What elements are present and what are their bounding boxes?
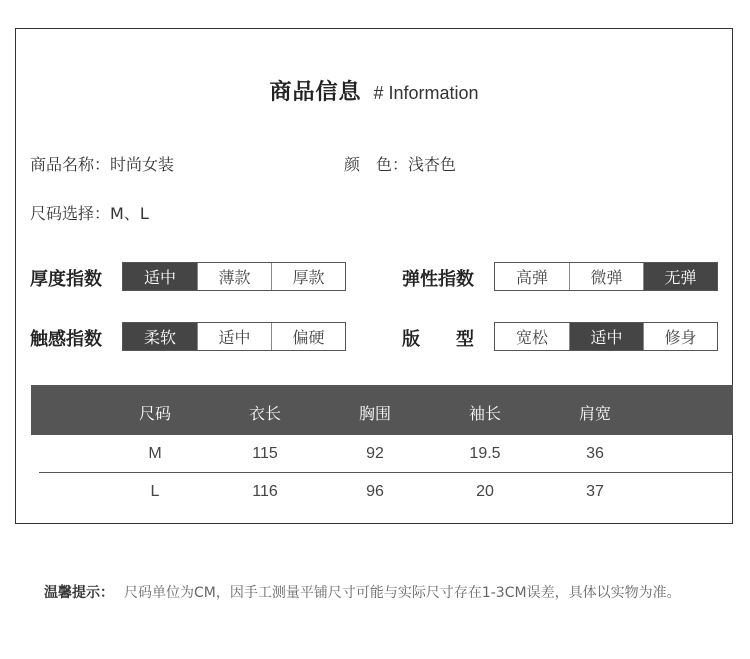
- fit-option: 宽松: [495, 323, 569, 350]
- table-cell: 96: [366, 483, 384, 500]
- feel-option: 偏硬: [271, 323, 345, 350]
- thickness-option: 薄款: [197, 263, 271, 290]
- table-cell: M: [148, 445, 162, 462]
- table-row: [31, 435, 733, 473]
- title-main: 商品信息: [269, 80, 362, 105]
- feel-selector: [122, 322, 346, 351]
- elasticity-option: 微弹: [569, 263, 643, 290]
- color-label: 颜 色：: [344, 155, 409, 174]
- thickness-label: 厚度指数: [30, 269, 102, 290]
- product-name-label: 商品名称：: [30, 155, 111, 174]
- table-cell: 36: [586, 445, 604, 462]
- elasticity-label: 弹性指数: [402, 269, 474, 290]
- product-name-value: 时尚女装: [110, 155, 175, 174]
- product-info-card: [15, 28, 733, 524]
- feel-label: 触感指数: [30, 329, 102, 350]
- elasticity-option: 无弹: [643, 263, 717, 290]
- size-select-value: M、L: [110, 204, 149, 223]
- table-cell: 115: [252, 445, 278, 462]
- warm-tip-text: 尺码单位为CM，因手工测量平铺尺寸可能与实际尺寸存在1-3CM误差，具体以实物为准。: [124, 585, 681, 601]
- fit-option: 适中: [569, 323, 643, 350]
- size-table: [31, 385, 733, 511]
- table-cell: 20: [476, 483, 494, 500]
- elasticity-selector: [494, 262, 718, 291]
- table-cell: 37: [586, 483, 604, 500]
- size-select-label: 尺码选择：: [30, 204, 111, 223]
- size-select-row: [30, 201, 149, 224]
- table-cell: 116: [252, 483, 278, 500]
- color-value: 浅杏色: [408, 155, 457, 174]
- table-header-cell: 衣长: [248, 404, 282, 423]
- feel-option: 适中: [197, 323, 271, 350]
- table-row: [31, 473, 733, 511]
- table-cell: L: [150, 483, 160, 500]
- thickness-selector: [122, 262, 346, 291]
- table-cell: 19.5: [469, 445, 501, 462]
- table-header-row: [31, 385, 733, 435]
- fit-option: 修身: [643, 323, 717, 350]
- section-title: [16, 75, 732, 106]
- table-header-cell: 袖长: [468, 404, 502, 423]
- elasticity-option: 高弹: [495, 263, 569, 290]
- thickness-option: 适中: [123, 263, 197, 290]
- product-name-row: [30, 152, 174, 175]
- fit-label: 版 型: [402, 329, 474, 350]
- table-header-cell: 胸围: [358, 404, 392, 423]
- fit-selector: [494, 322, 718, 351]
- table-header-cell: 肩宽: [578, 404, 612, 423]
- table-header-cell: 尺码: [138, 404, 172, 423]
- color-row: [344, 152, 456, 175]
- title-sub: # Information: [373, 83, 479, 103]
- warm-tip-label: 温馨提示：: [44, 585, 114, 601]
- feel-option: 柔软: [123, 323, 197, 350]
- table-cell: 92: [366, 445, 384, 462]
- thickness-option: 厚款: [271, 263, 345, 290]
